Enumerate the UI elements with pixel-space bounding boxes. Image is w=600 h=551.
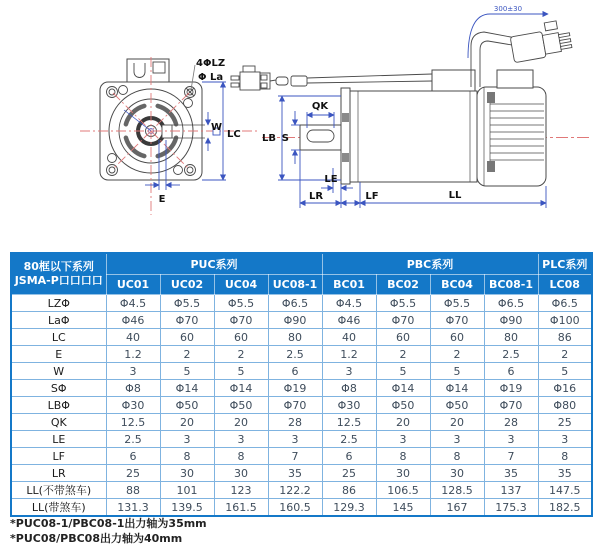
spec-cell: 167 xyxy=(430,499,484,517)
spec-cell: 6 xyxy=(106,448,160,465)
spec-cell: 5 xyxy=(160,363,214,380)
footnote-line: *PUC08/PBC08出力轴为40mm xyxy=(10,532,183,545)
series-family-title: 80框以下系列 xyxy=(23,260,94,274)
spec-cell: 60 xyxy=(430,329,484,346)
spec-cell: 25 xyxy=(106,465,160,482)
spec-cell: 6 xyxy=(268,363,322,380)
row-label: LaΦ xyxy=(11,312,106,329)
spec-cell: Φ5.5 xyxy=(214,295,268,312)
spec-cell: Φ100 xyxy=(538,312,592,329)
spec-cell: Φ70 xyxy=(268,397,322,414)
footnotes xyxy=(10,516,207,546)
spec-cell: Φ14 xyxy=(430,380,484,397)
spec-cell: 175.3 xyxy=(484,499,538,517)
spec-cell: Φ46 xyxy=(322,312,376,329)
dim-label-lf: LF xyxy=(365,191,379,202)
spec-cell: 161.5 xyxy=(214,499,268,517)
spec-cell: 145 xyxy=(376,499,430,517)
dim-label-la: Φ La xyxy=(198,72,224,83)
spec-cell: Φ5.5 xyxy=(160,295,214,312)
spec-cell: 8 xyxy=(538,448,592,465)
spec-cell: 30 xyxy=(376,465,430,482)
spec-cell: 6 xyxy=(322,448,376,465)
spec-cell: 28 xyxy=(268,414,322,431)
spec-cell: Φ70 xyxy=(484,397,538,414)
spec-cell: 122.2 xyxy=(268,482,322,499)
spec-cell: 139.5 xyxy=(160,499,214,517)
spec-cell: 2 xyxy=(538,346,592,363)
column-group-plc: PLC系列 xyxy=(538,253,592,275)
column-header: BC01 xyxy=(322,275,376,295)
spec-cell: 3 xyxy=(430,431,484,448)
spec-cell: 131.3 xyxy=(106,499,160,517)
spec-cell: 3 xyxy=(268,431,322,448)
spec-cell: Φ70 xyxy=(376,312,430,329)
spec-cell: 3 xyxy=(106,363,160,380)
spec-cell: Φ16 xyxy=(538,380,592,397)
spec-cell: 40 xyxy=(322,329,376,346)
spec-cell: 7 xyxy=(484,448,538,465)
spec-cell: Φ30 xyxy=(322,397,376,414)
dim-label-lr: LR xyxy=(308,191,324,202)
spec-cell: 147.5 xyxy=(538,482,592,499)
row-label: LBΦ xyxy=(11,397,106,414)
column-header: BC04 xyxy=(430,275,484,295)
spec-cell: 5 xyxy=(538,363,592,380)
spec-cell: 3 xyxy=(214,431,268,448)
spec-cell: 35 xyxy=(268,465,322,482)
encoder-connector xyxy=(231,66,432,90)
motor-dimension-diagram xyxy=(0,0,600,248)
spec-cell: 80 xyxy=(484,329,538,346)
model-code-pattern: JSMA-P口口口口 xyxy=(14,274,103,287)
spec-cell: 8 xyxy=(160,448,214,465)
spec-cell: 12.5 xyxy=(322,414,376,431)
spec-cell: Φ70 xyxy=(214,312,268,329)
dim-label-qk: QK xyxy=(311,101,329,112)
spec-cell: 129.3 xyxy=(322,499,376,517)
spec-cell: 160.5 xyxy=(268,499,322,517)
column-header: UC08-1 xyxy=(268,275,322,295)
column-group-puc: PUC系列 xyxy=(106,253,322,275)
spec-cell: Φ80 xyxy=(538,397,592,414)
spec-cell: Φ6.5 xyxy=(268,295,322,312)
spec-cell: 5 xyxy=(376,363,430,380)
spec-cell: Φ70 xyxy=(430,312,484,329)
keyway-section xyxy=(162,125,172,138)
column-header: BC08-1 xyxy=(484,275,538,295)
row-label: LF xyxy=(11,448,106,465)
dim-label-lb: LB xyxy=(262,133,276,144)
spec-cell: 2 xyxy=(430,346,484,363)
spec-cell: 88 xyxy=(106,482,160,499)
spec-cell: Φ50 xyxy=(214,397,268,414)
table-row xyxy=(11,363,592,380)
column-header: UC02 xyxy=(160,275,214,295)
table-row xyxy=(11,448,592,465)
spec-cell: Φ46 xyxy=(106,312,160,329)
spec-cell: 106.5 xyxy=(376,482,430,499)
spec-cell: 2 xyxy=(160,346,214,363)
spec-cell: 20 xyxy=(430,414,484,431)
spec-cell: 3 xyxy=(538,431,592,448)
spec-cell: 20 xyxy=(160,414,214,431)
column-header: UC01 xyxy=(106,275,160,295)
spec-cell: 12.5 xyxy=(106,414,160,431)
dim-label-le: LE xyxy=(324,174,338,185)
shaft xyxy=(300,125,341,150)
spec-cell: 182.5 xyxy=(538,499,592,517)
spec-cell: 8 xyxy=(214,448,268,465)
spec-cell: 35 xyxy=(484,465,538,482)
spec-cell: 5 xyxy=(214,363,268,380)
dim-label-e: E xyxy=(158,194,166,205)
spec-cell: 2.5 xyxy=(106,431,160,448)
table-row xyxy=(11,295,592,312)
spec-cell: Φ14 xyxy=(214,380,268,397)
row-label: LR xyxy=(11,465,106,482)
spec-cell: 2.5 xyxy=(484,346,538,363)
row-label: LC xyxy=(11,329,106,346)
dim-label-lc: LC xyxy=(227,129,241,140)
spec-cell: Φ5.5 xyxy=(376,295,430,312)
spec-cell: 25 xyxy=(322,465,376,482)
spec-cell: 7 xyxy=(268,448,322,465)
spec-cell: 86 xyxy=(538,329,592,346)
spec-cell: 1.2 xyxy=(322,346,376,363)
spec-cell: 3 xyxy=(376,431,430,448)
spec-cell: 30 xyxy=(214,465,268,482)
table-row xyxy=(11,397,592,414)
table-row xyxy=(11,346,592,363)
table-corner-header xyxy=(11,253,106,295)
spec-cell: Φ90 xyxy=(268,312,322,329)
table-row xyxy=(11,465,592,482)
dim-label-lz: 4ΦLZ xyxy=(196,58,226,69)
table-row xyxy=(11,329,592,346)
encoder-cap xyxy=(497,70,533,88)
table-group-header-row xyxy=(11,253,592,275)
table-row xyxy=(11,312,592,329)
spec-cell: Φ4.5 xyxy=(322,295,376,312)
spec-cell: 20 xyxy=(214,414,268,431)
spec-cell: Φ90 xyxy=(484,312,538,329)
spec-cell: Φ70 xyxy=(160,312,214,329)
spec-cell: 80 xyxy=(268,329,322,346)
spec-cell: 3 xyxy=(160,431,214,448)
row-label: LZΦ xyxy=(11,295,106,312)
spec-cell: 2 xyxy=(214,346,268,363)
power-cable-gland xyxy=(432,70,475,91)
row-label: E xyxy=(11,346,106,363)
spec-cell: Φ14 xyxy=(160,380,214,397)
row-label: W xyxy=(11,363,106,380)
mounting-flange xyxy=(341,88,350,184)
spec-cell: Φ50 xyxy=(376,397,430,414)
spec-cell: Φ6.5 xyxy=(484,295,538,312)
row-label: LL(带煞车) xyxy=(11,499,106,517)
spec-cell: 60 xyxy=(376,329,430,346)
table-row xyxy=(11,380,592,397)
column-header: LC08 xyxy=(538,275,592,295)
side-view xyxy=(300,32,546,186)
spec-cell: 8 xyxy=(376,448,430,465)
row-label: QK xyxy=(11,414,106,431)
spec-cell: 60 xyxy=(160,329,214,346)
dim-label-ll: LL xyxy=(448,190,462,201)
spec-cell: 2.5 xyxy=(322,431,376,448)
terminal-box xyxy=(127,59,169,82)
spec-table-body xyxy=(11,295,592,517)
spec-cell: 5 xyxy=(430,363,484,380)
table-row xyxy=(11,414,592,431)
spec-cell: 25 xyxy=(538,414,592,431)
dim-label-cable-length: 300±30 xyxy=(493,5,523,13)
table-row xyxy=(11,482,592,499)
power-plug xyxy=(509,19,573,63)
column-group-pbc: PBC系列 xyxy=(322,253,538,275)
spec-table xyxy=(10,252,593,517)
spec-cell: Φ30 xyxy=(106,397,160,414)
row-label: LE xyxy=(11,431,106,448)
spec-cell: Φ8 xyxy=(322,380,376,397)
spec-cell: 8 xyxy=(430,448,484,465)
spec-cell: 128.5 xyxy=(430,482,484,499)
spec-cell: Φ14 xyxy=(376,380,430,397)
row-label: LL(不带煞车) xyxy=(11,482,106,499)
spec-cell: 2.5 xyxy=(268,346,322,363)
table-row xyxy=(11,431,592,448)
spec-cell: 2 xyxy=(376,346,430,363)
technical-drawing xyxy=(0,0,600,248)
dim-label-w: W xyxy=(211,122,223,133)
row-label: SΦ xyxy=(11,380,106,397)
spec-cell: 6 xyxy=(484,363,538,380)
spec-cell: 3 xyxy=(322,363,376,380)
spec-cell: Φ4.5 xyxy=(106,295,160,312)
column-header: UC04 xyxy=(214,275,268,295)
spec-cell: Φ19 xyxy=(268,380,322,397)
spec-cell: Φ8 xyxy=(106,380,160,397)
spec-cell: 20 xyxy=(376,414,430,431)
motor-body xyxy=(350,91,477,182)
footnote-line: *PUC08-1/PBC08-1出力轴为35mm xyxy=(10,517,207,530)
spec-cell: 40 xyxy=(106,329,160,346)
spec-cell: 35 xyxy=(538,465,592,482)
spec-cell: 60 xyxy=(214,329,268,346)
spec-cell: Φ50 xyxy=(430,397,484,414)
table-row xyxy=(11,499,592,517)
spec-cell: 101 xyxy=(160,482,214,499)
spec-cell: Φ50 xyxy=(160,397,214,414)
spec-cell: 86 xyxy=(322,482,376,499)
spec-cell: 30 xyxy=(430,465,484,482)
spec-cell: 3 xyxy=(484,431,538,448)
spec-cell: Φ6.5 xyxy=(538,295,592,312)
spec-cell: Φ5.5 xyxy=(430,295,484,312)
spec-cell: 28 xyxy=(484,414,538,431)
spec-cell: 30 xyxy=(160,465,214,482)
spec-cell: 1.2 xyxy=(106,346,160,363)
spec-cell: Φ19 xyxy=(484,380,538,397)
dim-label-s: S xyxy=(281,133,289,144)
spec-cell: 123 xyxy=(214,482,268,499)
column-header: BC02 xyxy=(376,275,430,295)
spec-cell: 137 xyxy=(484,482,538,499)
